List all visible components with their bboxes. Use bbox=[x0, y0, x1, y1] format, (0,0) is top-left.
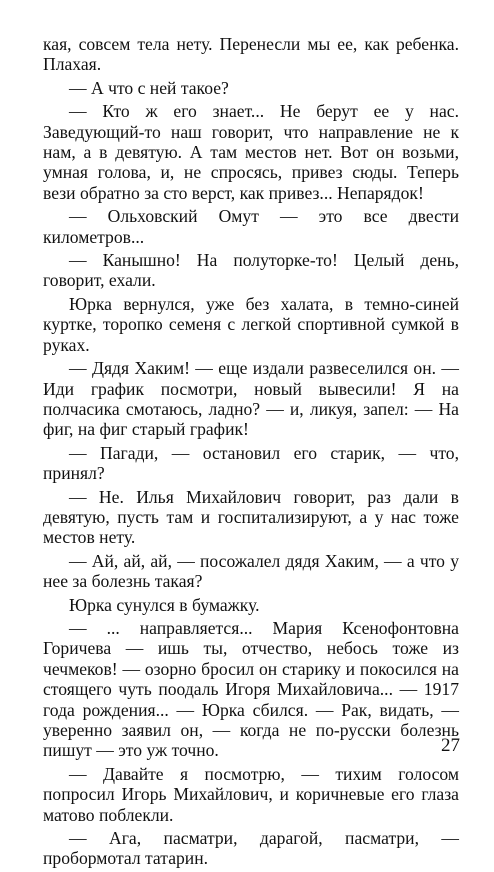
paragraph-10: — Ай, ай, ай, — посожалел дядя Хаким, — а что у нее за болезнь такая? bbox=[43, 550, 459, 592]
paragraph-1: кая, совсем тела нету. Перенесли мы ее, как ребенка. Плахая. bbox=[43, 34, 459, 75]
paragraph-7: — Дядя Хаким! — еще издали развеселился он. — Иди график посмотри, новый вывесили! Я на полчасика смотаюсь, ладно? — и, ликуя, запел: — На фиг, на фиг старый график! bbox=[43, 358, 459, 440]
paragraph-2: — А что с ней такое? bbox=[69, 77, 229, 98]
page-number: 27 bbox=[441, 735, 460, 756]
paragraph-3: — Кто ж его знает... Не берут ее у нас. Заведующий-то наш говорит, что направление не к нам, а в девятую. А там местов нет. Вот он возьми, умная голова, и, не спросясь, привез сюды. Теперь вези обратно за сто верст, как привез... Непарядок! bbox=[43, 101, 459, 203]
page-text bbox=[43, 34, 459, 872]
paragraph-12: — ... направляется... Мария Ксенофонтовна Горичева — ишь ты, отчество, небось тоже из чечмеков! — озорно бросил он старику и покосился на стоящего чуть поодаль Игоря Михайловича... — 1917 года рождения... — Юрка сбился. — Рак, видать, — уверенно заявил он, — когда не по-русски болезнь пишут — это уж точно. bbox=[43, 617, 459, 761]
paragraph-9: — Не. Илья Михайлович говорит, раз дали в девятую, пусть там и госпитализируют, а у нас тоже местов нету. bbox=[43, 486, 459, 548]
paragraph-6: Юрка вернулся, уже без халата, в темно-синей куртке, торопко семеня с легкой спортивной сумкой в руках. bbox=[43, 293, 459, 355]
paragraph-14: — Ага, пасматри, дарагой, пасматри, — пробормотал татарин. bbox=[43, 828, 459, 869]
paragraph-11: Юрка сунулся в бумажку. bbox=[69, 594, 260, 615]
paragraph-5: — Канышно! На полуторке-то! Целый день, говорит, ехали. bbox=[43, 250, 459, 291]
paragraph-4: — Ольховский Омут — это все двести километров... bbox=[43, 206, 459, 247]
paragraph-13: — Давайте я посмотрю, — тихим голосом попросил Игорь Михайлович, и коричневые его глаза матово поблекли. bbox=[43, 763, 459, 825]
paragraph-8: — Пагади, — остановил его старик, — что, принял? bbox=[43, 442, 459, 484]
